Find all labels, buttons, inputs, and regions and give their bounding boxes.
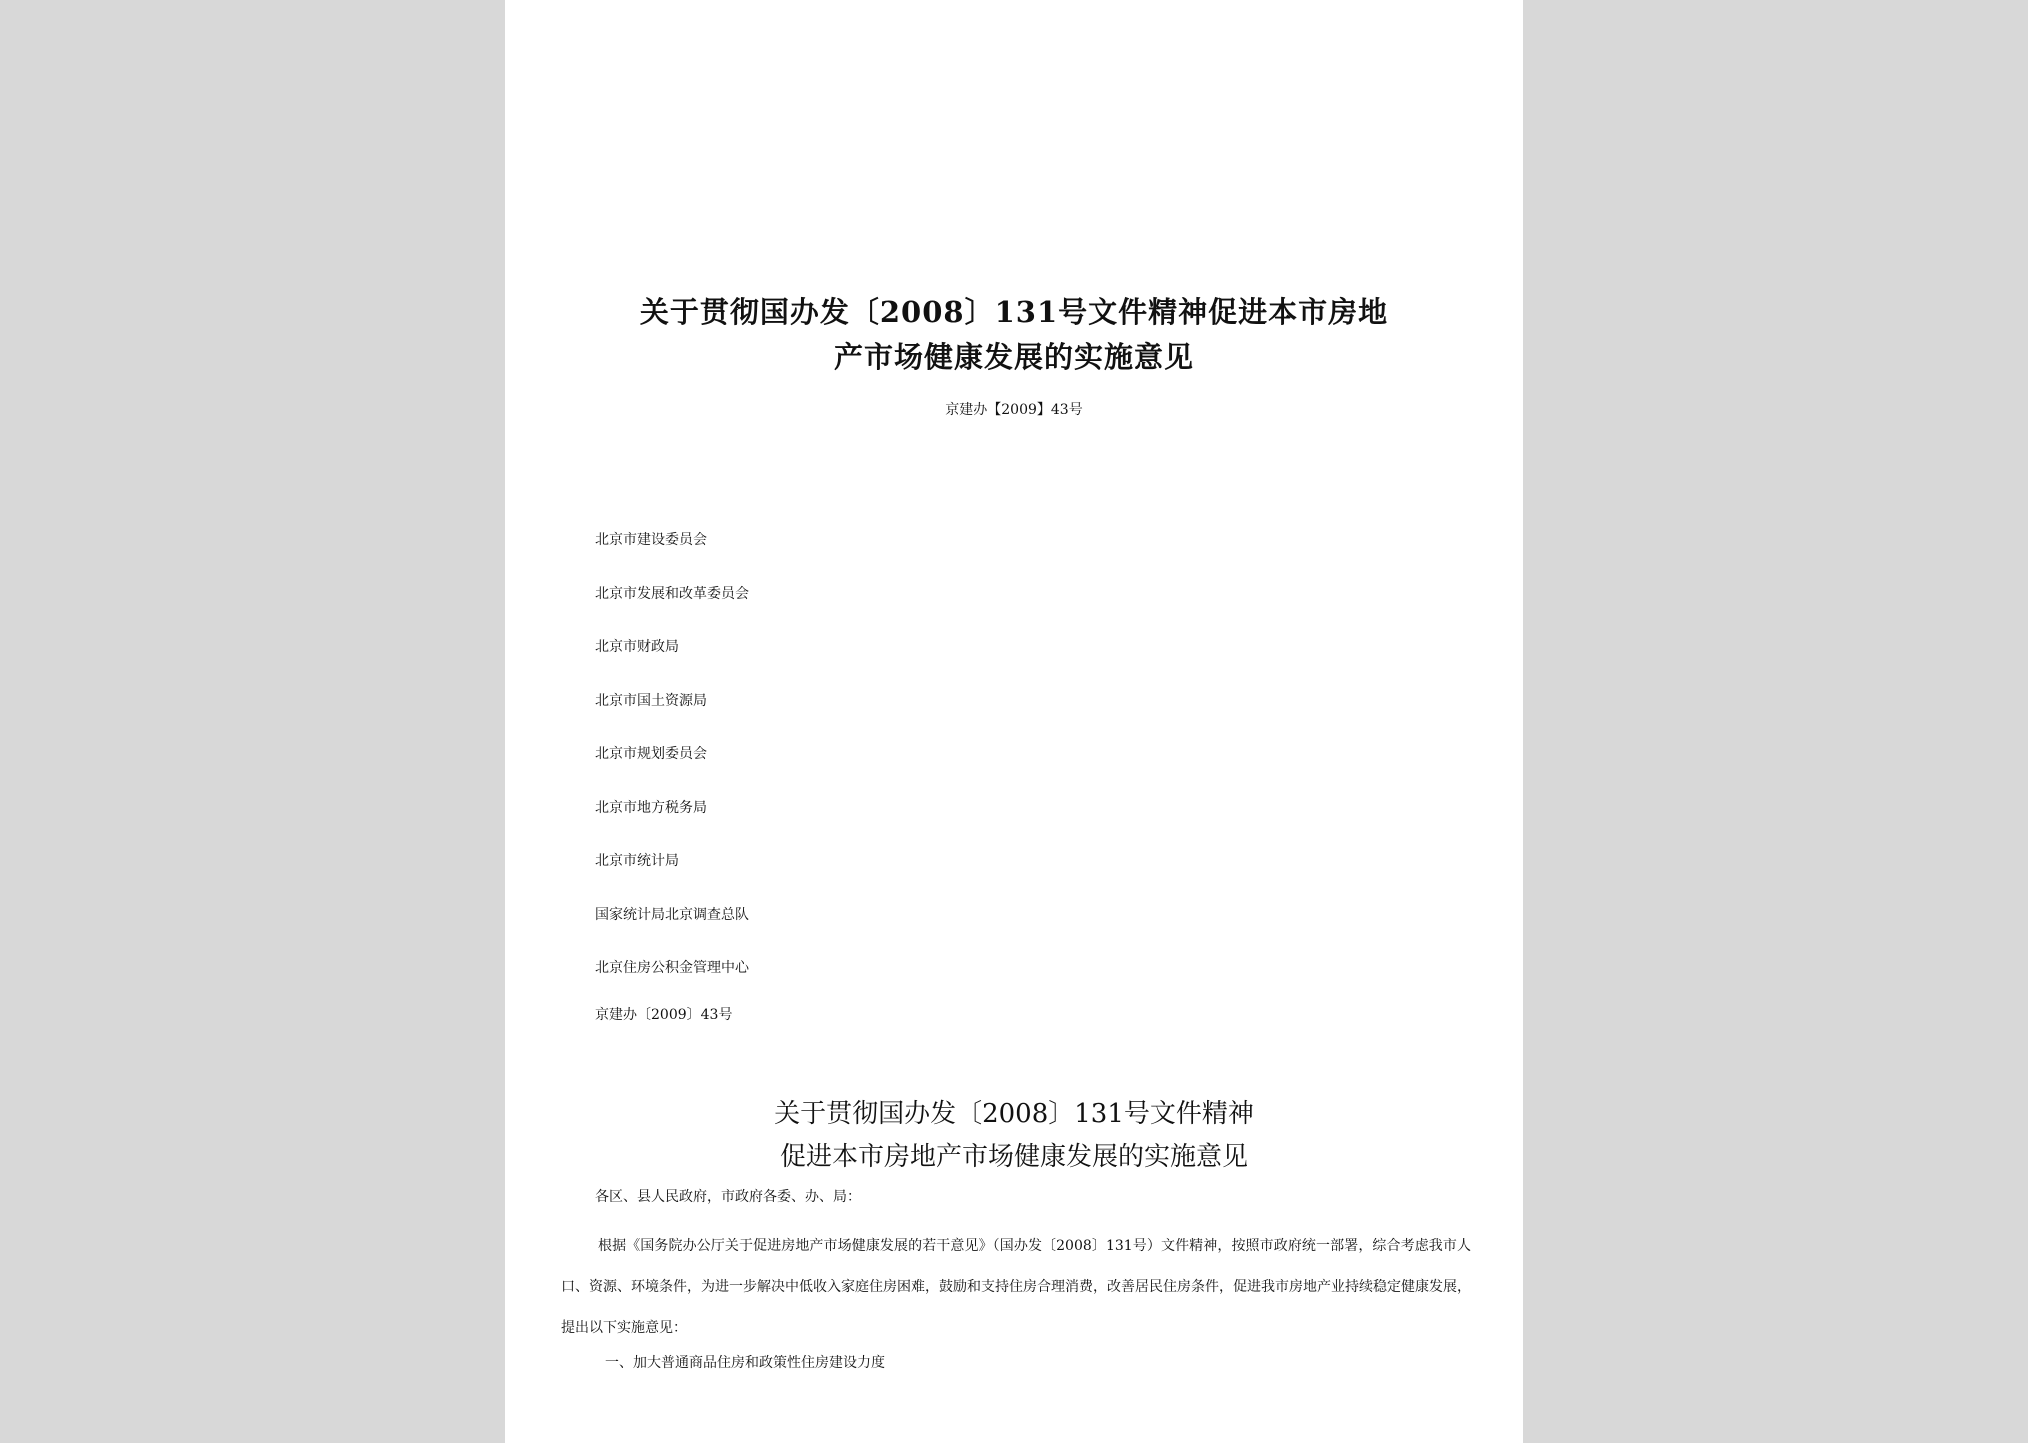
recipient-item: 北京市地方税务局 (595, 799, 707, 816)
recipient-item: 北京住房公积金管理中心 (595, 960, 749, 976)
document-title-line-2: 产市场健康发展的实施意见 (833, 340, 1194, 374)
recipient-item: 北京市国土资源局 (595, 692, 707, 709)
addressee-line: 各区、县人民政府，市政府各委、办、局： (595, 1189, 861, 1205)
recipient-item: 北京市建设委员会 (595, 532, 707, 548)
document-body-title-line-2: 促进本市房地产市场健康发展的实施意见 (779, 1142, 1248, 1172)
recipient-list (595, 530, 749, 1012)
section-heading: 一、加大普通商品住房和政策性住房建设力度 (605, 1355, 885, 1371)
document-page (505, 0, 1523, 1443)
body-paragraph: 根据《国务院办公厅关于促进房地产市场健康发展的若干意见》（国办发〔2008〕131号）文件精神，按照市政府统一部署，综合考虑我市人口、资源、环境条件，为进一步解决中低收入家庭住房困难，鼓励和支持住房合理消费，改善居民住房条件，促进我市房地产业持续稳定健康发展，提出以下实施意见： (561, 1238, 1471, 1336)
document-number-repeat: 京建办〔2009〕43号 (595, 1007, 733, 1023)
recipient-item: 国家统计局北京调查总队 (595, 906, 749, 923)
recipient-item: 北京市统计局 (595, 853, 679, 869)
recipient-item: 北京市财政局 (595, 639, 679, 655)
document-body-title-line-1: 关于贯彻国办发〔2008〕131号文件精神 (774, 1099, 1254, 1129)
document-title-line-1: 关于贯彻国办发〔2008〕131号文件精神促进本市房地 (639, 295, 1389, 329)
document-body-title (505, 1093, 1523, 1179)
recipient-item: 北京市规划委员会 (595, 746, 707, 762)
document-number: 京建办【2009】43号 (945, 402, 1083, 418)
document-title (505, 290, 1523, 380)
recipient-item: 北京市发展和改革委员会 (595, 585, 749, 602)
